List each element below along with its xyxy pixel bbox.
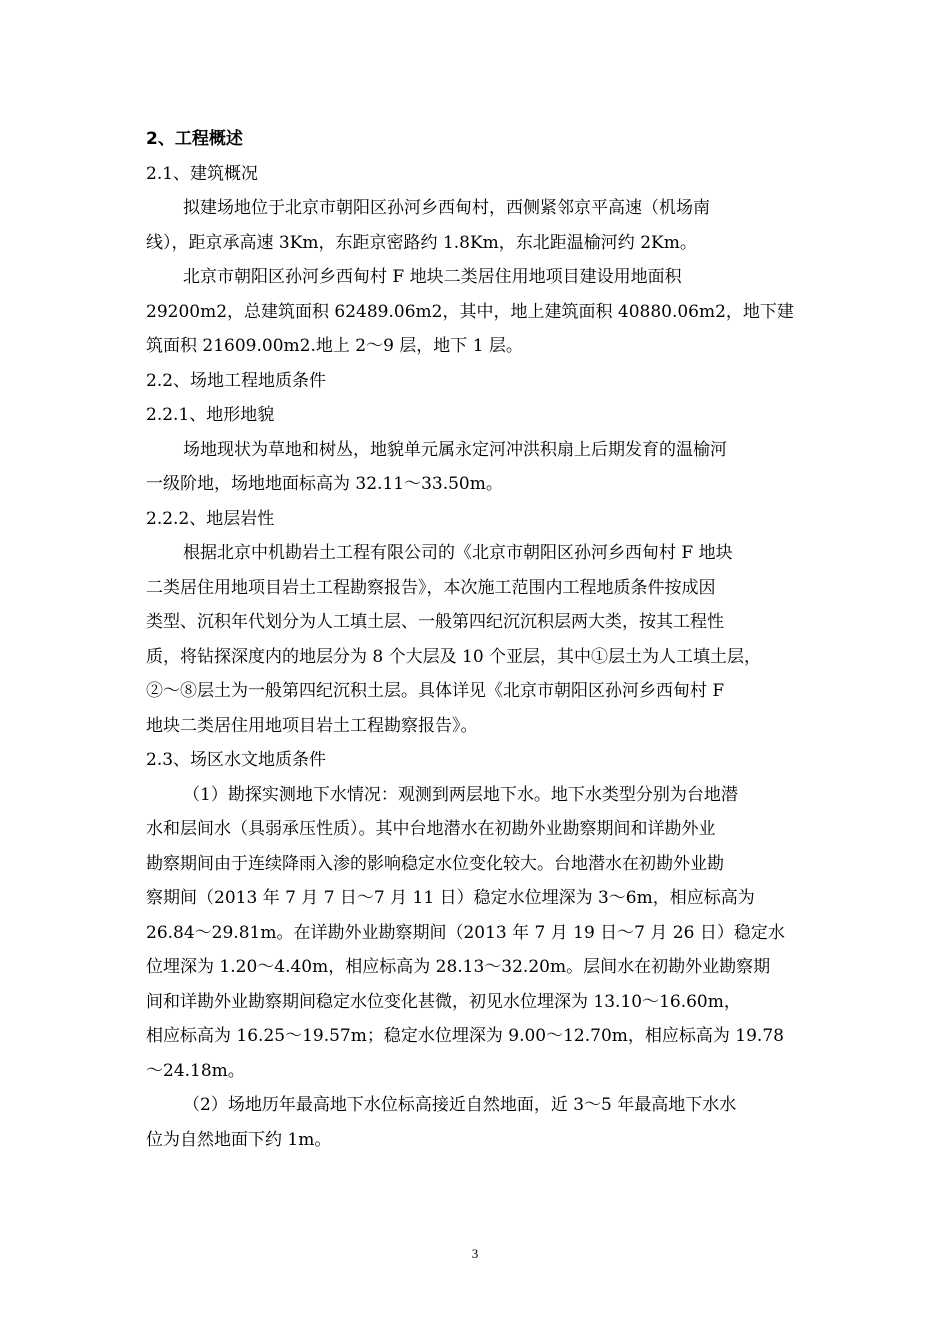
paragraph-line: （1）勘探实测地下水情况：观测到两层地下水。地下水类型分别为台地潜 [183,784,738,805]
paragraph-line: 察期间（2013 年 7 月 7 日～7 月 11 日）稳定水位埋深为 3～6m，相应标高为 [146,888,755,908]
heading-2-3: 2.3、场区水文地质条件 [146,750,327,770]
paragraph-line: 根据北京中机勘岩土工程有限公司的《北京市朝阳区孙河乡西甸村 F 地块 [183,543,733,563]
paragraph-line: （2）场地历年最高地下水位标高接近自然地面，近 3～5 年最高地下水水 [183,1095,737,1115]
paragraph-line: 拟建场地位于北京市朝阳区孙河乡西甸村，西侧紧邻京平高速（机场南 [183,198,710,218]
paragraph-line: 位埋深为 1.20～4.40m，相应标高为 28.13～32.20m。层间水在初勘外业勘察期 [146,957,771,977]
paragraph-line: ～24.18m。 [146,1060,245,1081]
paragraph-line: 相应标高为 16.25～19.57m；稳定水位埋深为 9.00～12.70m，相应标高为 19.78 [146,1026,784,1046]
paragraph-line: 26.84～29.81m。在详勘外业勘察期间（2013 年 7 月 19 日～7 月 26 日）稳定水 [146,922,785,943]
paragraph-line: 类型、沉积年代划分为人工填土层、一般第四纪沉沉积层两大类，按其工程性 [146,612,724,632]
document-body [146,122,811,1157]
heading-2-1: 2.1、建筑概况 [146,163,259,184]
section-title: 2、工程概述 [146,129,243,149]
heading-2-2-1: 2.2.1、地形地貌 [146,405,275,425]
paragraph-line: 筑面积 21609.00m2.地上 2～9 层，地下 1 层。 [146,336,523,356]
paragraph-line: 勘察期间由于连续降雨入渗的影响稳定水位变化较大。台地潜水在初勘外业勘 [146,853,724,874]
heading-2-2: 2.2、场地工程地质条件 [146,370,327,391]
paragraph-line: 水和层间水（具弱承压性质）。其中台地潜水在初勘外业勘察期间和详勘外业 [146,819,716,839]
paragraph-line: 北京市朝阳区孙河乡西甸村 F 地块二类居住用地项目建设用地面积 [183,267,682,287]
paragraph-line: 线），距京承高速 3Km，东距京密路约 1.8Km，东北距温榆河约 2Km。 [146,232,697,253]
paragraph-line: 质，将钻探深度内的地层分为 8 个大层及 10 个亚层，其中①层土为人工填土层， [146,646,762,667]
paragraph-line: 二类居住用地项目岩土工程勘察报告》，本次施工范围内工程地质条件按成因 [146,577,716,598]
page-number: 3 [471,1246,479,1261]
paragraph-line: 29200m2，总建筑面积 62489.06m2，其中，地上建筑面积 40880.06m2，地下建 [146,301,794,322]
paragraph-line: 地块二类居住用地项目岩土工程勘察报告》。 [146,715,478,736]
paragraph-line: ②～⑧层土为一般第四纪沉积土层。具体详见《北京市朝阳区孙河乡西甸村 F [146,681,725,701]
heading-2-2-2: 2.2.2、地层岩性 [146,508,275,529]
paragraph-line: 场地现状为草地和树丛，地貌单元属永定河冲洪积扇上后期发育的温榆河 [183,439,727,460]
paragraph-line: 一级阶地，场地地面标高为 32.11～33.50m。 [146,474,503,494]
paragraph-line: 位为自然地面下约 1m。 [146,1129,332,1150]
paragraph-line: 间和详勘外业勘察期间稳定水位变化甚微，初见水位埋深为 13.10～16.60m， [146,991,741,1012]
